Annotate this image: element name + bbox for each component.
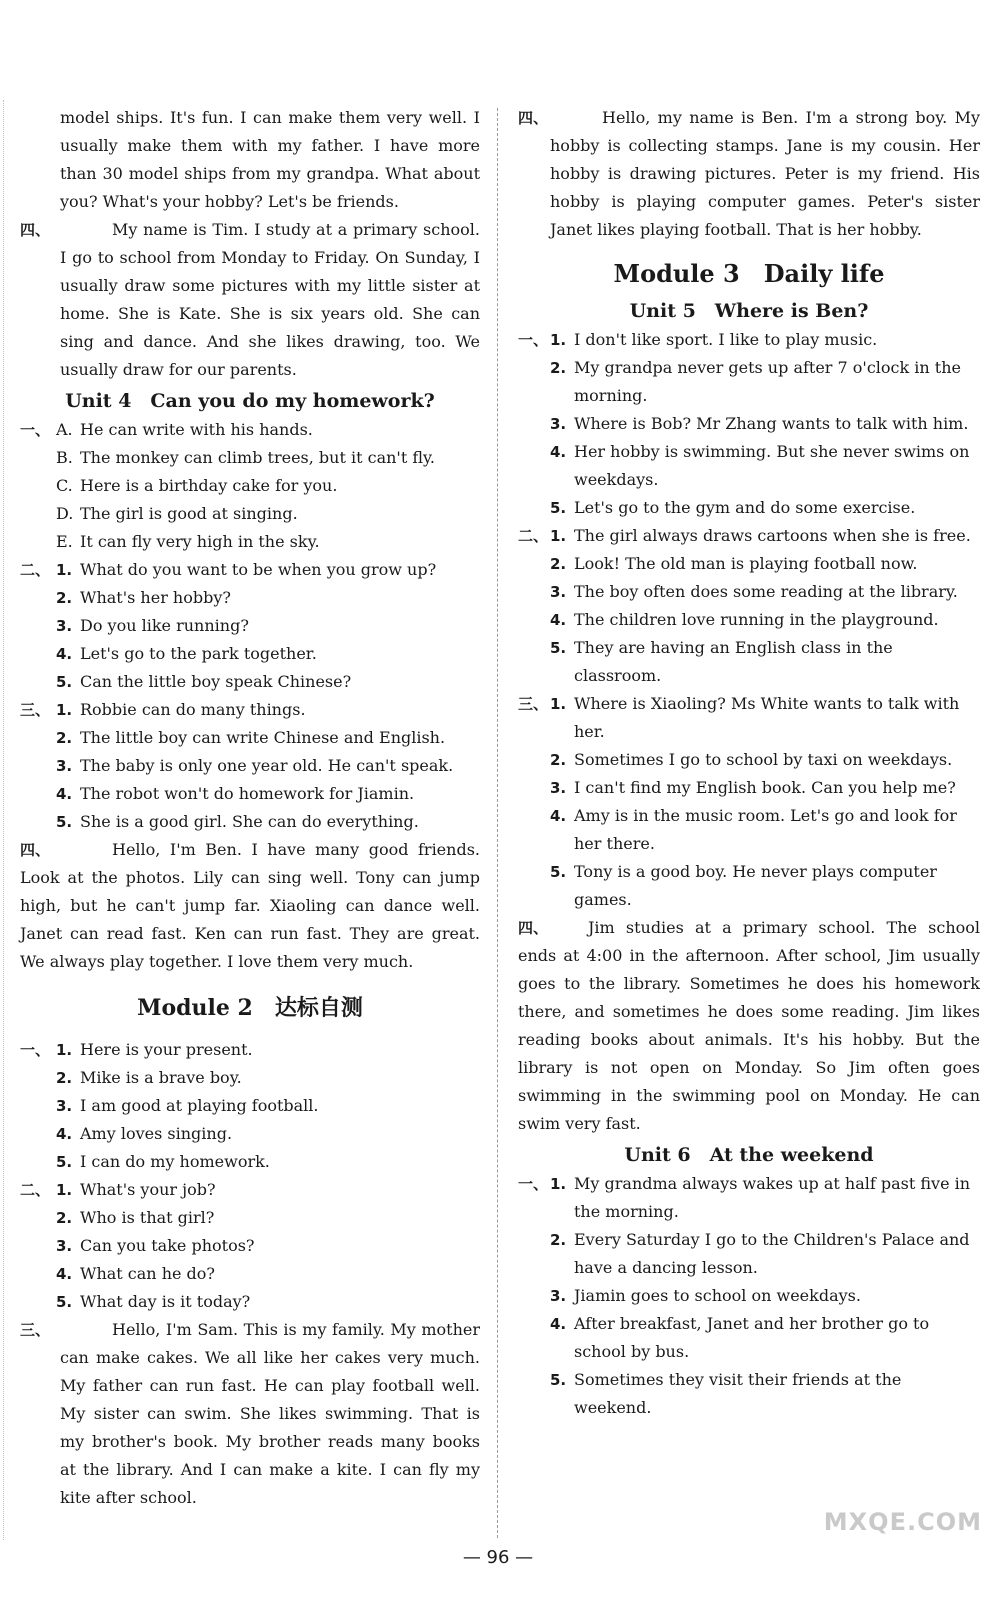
item-number: 5. xyxy=(56,673,73,691)
module2-section-2 xyxy=(20,1176,480,1316)
item-number: 1. xyxy=(550,331,567,349)
section-mark: 一、 xyxy=(518,331,549,349)
section-mark: 四、 xyxy=(518,919,549,937)
module2-section-1 xyxy=(20,1036,480,1176)
section-mark: 二、 xyxy=(20,561,51,579)
item-text: Every Saturday I go to the Children's Palace and have a dancing lesson. xyxy=(574,1230,970,1277)
answer-item xyxy=(518,1282,980,1310)
answer-item xyxy=(518,354,980,410)
passage-text: My name is Tim. I study at a primary school. I go to school from Monday to Friday. On Sunday, I usually draw some pictures with my little sister at home. She is Kate. She is six years old. She can sing and dance. And she likes drawing, too. We usually draw for our parents. xyxy=(60,220,480,379)
item-number: 4. xyxy=(550,443,567,461)
item-text: What do you want to be when you grow up? xyxy=(80,560,437,579)
answer-item xyxy=(20,724,480,752)
passage-text: Jim studies at a primary school. The school ends at 4:00 in the afternoon. After school, Jim usually goes to the library. Sometimes he does his homework there, and sometimes he does some reading. Jim likes reading books about animals. It's his hobby. But the library is not open on Monday. So Jim often goes swimming in the swimming pool on Monday. He can swim very fast. xyxy=(518,918,980,1133)
item-number: 3. xyxy=(550,415,567,433)
answer-item xyxy=(518,606,980,634)
item-text: My grandma always wakes up at half past five in the morning. xyxy=(574,1174,971,1221)
item-text: Jiamin goes to school on weekdays. xyxy=(574,1286,861,1305)
unit5-section-4-passage xyxy=(518,914,980,1138)
passage-text: Hello, I'm Sam. This is my family. My mother can make cakes. We all like her cakes very much. My father can run fast. He can play football well. My sister can swim. She likes swimming. That is my brother's book. My brother reads many books at the library. And I can make a kite. I can fly my kite after school. xyxy=(60,1320,480,1507)
section-mark: 四、 xyxy=(20,221,51,239)
unit-5-title: Unit 5 Where is Ben? xyxy=(629,300,869,322)
item-number: 3. xyxy=(550,1287,567,1305)
section-mark: 四、 xyxy=(518,109,549,127)
section-mark: 二、 xyxy=(518,527,549,545)
item-text: The baby is only one year old. He can't speak. xyxy=(80,756,454,775)
answer-item xyxy=(20,472,480,500)
answer-item xyxy=(20,780,480,808)
item-text: What's your job? xyxy=(80,1180,216,1199)
item-number: C. xyxy=(56,476,73,495)
item-number: 1. xyxy=(550,1175,567,1193)
right-column xyxy=(518,104,980,1422)
answer-item xyxy=(20,1148,480,1176)
item-number: 3. xyxy=(550,779,567,797)
item-text: I am good at playing football. xyxy=(80,1096,319,1115)
answer-item xyxy=(20,1036,480,1064)
item-number: 5. xyxy=(56,1293,73,1311)
item-number: 3. xyxy=(550,583,567,601)
answer-item xyxy=(518,746,980,774)
section-4-passage xyxy=(20,216,480,384)
answer-item xyxy=(20,528,480,556)
item-text: After breakfast, Janet and her brother go to school by bus. xyxy=(574,1314,930,1361)
answer-item xyxy=(20,1204,480,1232)
answer-item xyxy=(20,1288,480,1316)
column-divider xyxy=(497,108,498,1538)
answer-item xyxy=(518,410,980,438)
answer-item xyxy=(20,416,480,444)
passage-text: Hello, I'm Ben. I have many good friends. Look at the photos. Lily can sing well. Tony can jump high, but he can't jump far. Xiaoling can dance well. Janet can read fast. Ken can run fast. They are great. We always play together. I love them very much. xyxy=(20,840,480,971)
answer-item xyxy=(518,1366,980,1422)
answer-item xyxy=(20,1120,480,1148)
item-number: 4. xyxy=(56,785,73,803)
item-number: 2. xyxy=(550,1231,567,1249)
item-text: Tony is a good boy. He never plays computer games. xyxy=(574,862,937,909)
answer-item xyxy=(20,556,480,584)
item-text: Let's go to the park together. xyxy=(80,644,317,663)
item-number: 1. xyxy=(56,701,73,719)
item-text: I can't find my English book. Can you help me? xyxy=(574,778,956,797)
item-number: 2. xyxy=(550,751,567,769)
section-mark: 四、 xyxy=(20,841,51,859)
item-text: Where is Bob? Mr Zhang wants to talk with him. xyxy=(574,414,969,433)
item-text: Where is Xiaoling? Ms White wants to talk with her. xyxy=(574,694,960,741)
answer-item xyxy=(518,1170,980,1226)
item-text: The girl is good at singing. xyxy=(80,504,298,523)
item-text: Robbie can do many things. xyxy=(80,700,306,719)
answer-item xyxy=(20,1176,480,1204)
item-text: Amy loves singing. xyxy=(80,1124,233,1143)
unit-6-title: Unit 6 At the weekend xyxy=(624,1144,874,1166)
answer-item xyxy=(20,500,480,528)
answer-item xyxy=(20,612,480,640)
answer-item xyxy=(518,438,980,494)
item-text: Her hobby is swimming. But she never swims on weekdays. xyxy=(574,442,970,489)
item-number: 4. xyxy=(550,611,567,629)
item-number: 4. xyxy=(550,807,567,825)
answer-item xyxy=(518,858,980,914)
item-text: Let's go to the gym and do some exercise. xyxy=(574,498,916,517)
section-4-passage-right xyxy=(518,104,980,244)
answer-item xyxy=(518,522,980,550)
answer-item xyxy=(518,494,980,522)
item-number: 1. xyxy=(56,1181,73,1199)
module-2-title: Module 2 达标自测 xyxy=(137,995,363,1021)
item-number: 1. xyxy=(550,527,567,545)
item-number: 4. xyxy=(56,645,73,663)
item-number: 4. xyxy=(56,1125,73,1143)
item-text: Here is your present. xyxy=(80,1040,253,1059)
item-text: They are having an English class in the classroom. xyxy=(574,638,893,685)
section-mark: 二、 xyxy=(20,1181,51,1199)
item-number: 5. xyxy=(550,863,567,881)
item-number: 2. xyxy=(56,589,73,607)
item-number: 5. xyxy=(550,639,567,657)
item-text: Do you like running? xyxy=(80,616,249,635)
answer-item xyxy=(518,774,980,802)
item-text: He can write with his hands. xyxy=(80,420,313,439)
section-mark: 一、 xyxy=(20,421,51,439)
item-number: 4. xyxy=(56,1265,73,1283)
item-text: What day is it today? xyxy=(80,1292,251,1311)
continued-passage: model ships. It's fun. I can make them very well. I usually make them with my father. I have more than 30 model ships from my grandpa. What about you? What's your hobby? Let's be friends. xyxy=(60,108,480,211)
item-number: 5. xyxy=(550,1371,567,1389)
item-number: 2. xyxy=(56,1069,73,1087)
item-number: 3. xyxy=(56,617,73,635)
answer-item xyxy=(518,326,980,354)
module2-section-3-passage xyxy=(20,1316,480,1512)
item-number: 3. xyxy=(56,757,73,775)
item-text: I don't like sport. I like to play music. xyxy=(574,330,878,349)
item-text: Sometimes they visit their friends at the weekend. xyxy=(574,1370,902,1417)
item-text: Who is that girl? xyxy=(80,1208,215,1227)
item-text: What can he do? xyxy=(80,1264,216,1283)
unit4-section-1 xyxy=(20,416,480,556)
unit4-section-4-passage xyxy=(20,836,480,976)
item-text: The children love running in the playground. xyxy=(574,610,939,629)
page-number: — 96 — xyxy=(462,1547,534,1568)
site-watermark: MXQE.COM xyxy=(823,1508,982,1536)
answer-item xyxy=(518,1310,980,1366)
item-number: 1. xyxy=(56,1041,73,1059)
item-text: Mike is a brave boy. xyxy=(80,1068,242,1087)
answer-item xyxy=(20,1064,480,1092)
unit-4-title: Unit 4 Can you do my homework? xyxy=(65,390,435,412)
item-text: Sometimes I go to school by taxi on weekdays. xyxy=(574,750,953,769)
item-number: 3. xyxy=(56,1097,73,1115)
unit5-section-3 xyxy=(518,690,980,914)
section-mark: 三、 xyxy=(20,701,51,719)
item-text: Here is a birthday cake for you. xyxy=(80,476,338,495)
item-text: Amy is in the music room. Let's go and look for her there. xyxy=(574,806,957,853)
item-text: The little boy can write Chinese and English. xyxy=(80,728,446,747)
item-number: B. xyxy=(56,448,73,467)
answer-item xyxy=(20,1232,480,1260)
item-text: Look! The old man is playing football now. xyxy=(574,554,918,573)
unit5-section-2 xyxy=(518,522,980,690)
section-mark: 一、 xyxy=(20,1041,51,1059)
item-number: 2. xyxy=(56,729,73,747)
answer-item xyxy=(20,668,480,696)
item-text: She is a good girl. She can do everything. xyxy=(80,812,419,831)
item-text: What's her hobby? xyxy=(80,588,231,607)
answer-item xyxy=(20,584,480,612)
item-text: The girl always draws cartoons when she is free. xyxy=(574,526,971,545)
answer-item xyxy=(518,1226,980,1282)
answer-item xyxy=(518,802,980,858)
item-text: It can fly very high in the sky. xyxy=(80,532,320,551)
item-text: The monkey can climb trees, but it can't fly. xyxy=(80,448,435,467)
left-column xyxy=(20,104,480,1512)
answer-item xyxy=(518,690,980,746)
item-number: 5. xyxy=(550,499,567,517)
item-text: Can you take photos? xyxy=(80,1236,255,1255)
answer-item xyxy=(518,634,980,690)
item-number: E. xyxy=(56,532,73,551)
item-text: Can the little boy speak Chinese? xyxy=(80,672,352,691)
item-text: My grandpa never gets up after 7 o'clock in the morning. xyxy=(574,358,961,405)
unit4-section-2 xyxy=(20,556,480,696)
answer-item xyxy=(20,1092,480,1120)
answer-item xyxy=(20,1260,480,1288)
binding-edge-line xyxy=(3,100,4,1540)
answer-item xyxy=(20,752,480,780)
item-text: I can do my homework. xyxy=(80,1152,270,1171)
item-number: 5. xyxy=(56,1153,73,1171)
answer-item xyxy=(20,640,480,668)
unit6-section-1 xyxy=(518,1170,980,1422)
item-number: 3. xyxy=(56,1237,73,1255)
section-mark: 一、 xyxy=(518,1175,549,1193)
section-mark: 三、 xyxy=(20,1321,51,1339)
answer-item xyxy=(518,550,980,578)
item-number: 2. xyxy=(550,555,567,573)
item-number: 1. xyxy=(550,695,567,713)
passage-text: Hello, my name is Ben. I'm a strong boy. My hobby is collecting stamps. Jane is my cousin. Her hobby is drawing pictures. Peter is my friend. His hobby is playing computer games. Peter's sister Janet likes playing football. That is her hobby. xyxy=(550,108,980,239)
item-number: 2. xyxy=(550,359,567,377)
item-number: A. xyxy=(56,420,73,439)
answer-item xyxy=(518,578,980,606)
answer-item xyxy=(20,444,480,472)
module-3-title: Module 3 Daily life xyxy=(613,259,885,288)
answer-item xyxy=(20,808,480,836)
item-number: D. xyxy=(56,504,74,523)
item-text: The boy often does some reading at the library. xyxy=(574,582,958,601)
unit5-section-1 xyxy=(518,326,980,522)
section-mark: 三、 xyxy=(518,695,549,713)
item-number: 4. xyxy=(550,1315,567,1333)
item-text: The robot won't do homework for Jiamin. xyxy=(80,784,415,803)
answer-item xyxy=(20,696,480,724)
item-number: 5. xyxy=(56,813,73,831)
item-number: 2. xyxy=(56,1209,73,1227)
item-number: 1. xyxy=(56,561,73,579)
unit4-section-3 xyxy=(20,696,480,836)
